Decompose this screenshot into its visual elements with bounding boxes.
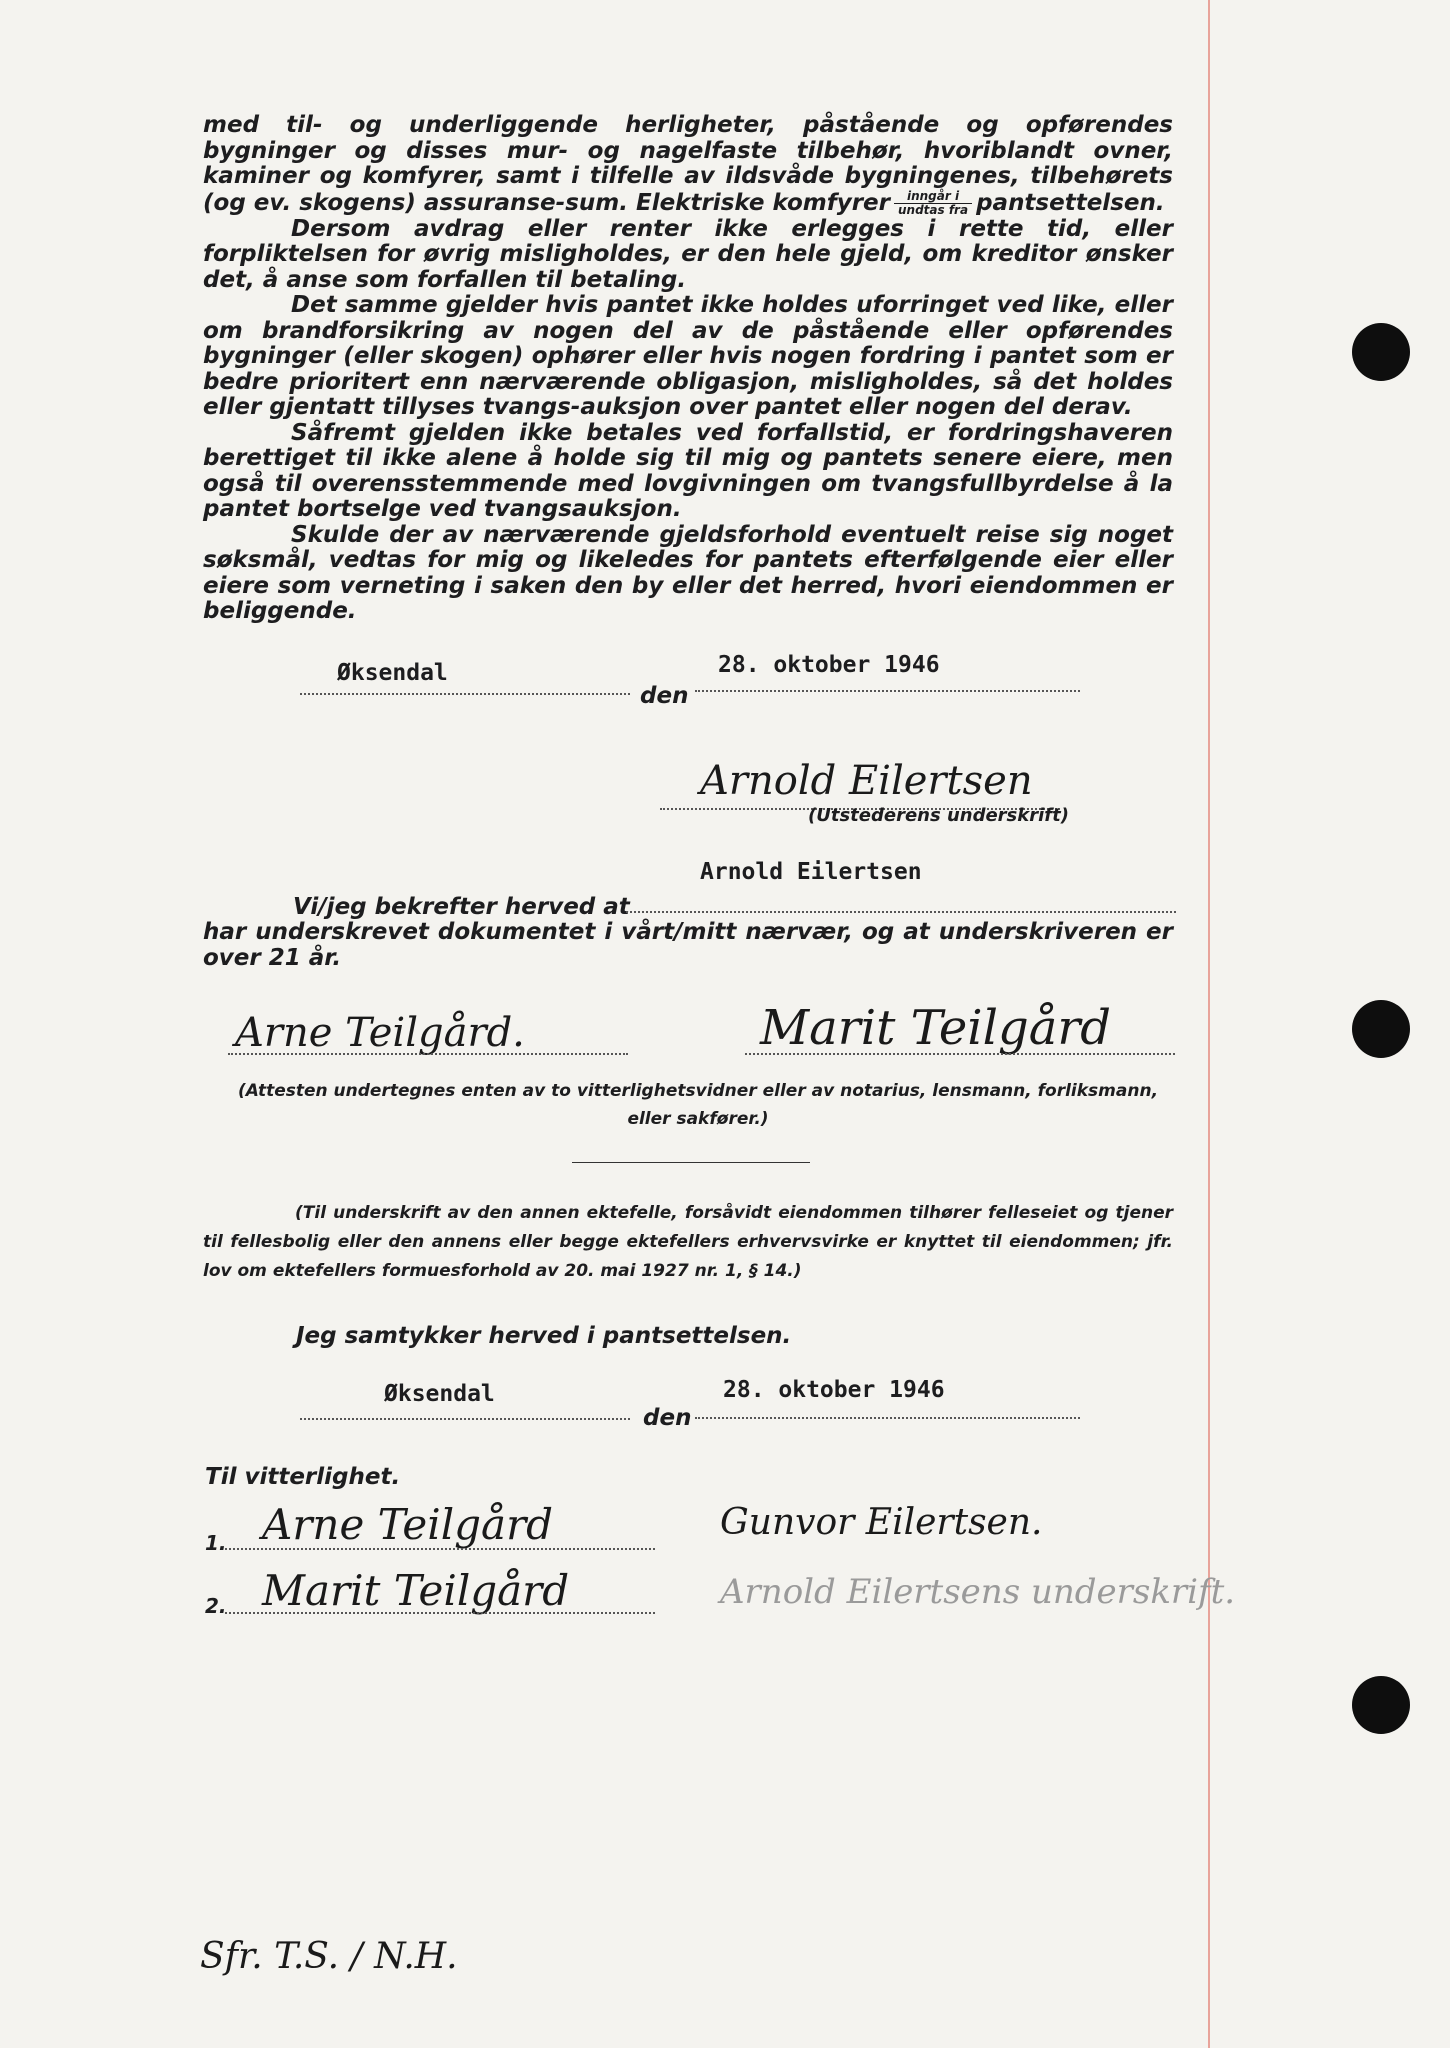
spouse-date-line [695,1417,1080,1419]
paragraph-5: Skulde der av nærværende gjeldsforhold eventuelt reise sig noget søksmål, vedtas for mig og likeledes for pantets efterfølgende eier eller eiere som verneting i saken den by eller det herred, hvori eiendommen er beliggende. [203,521,1173,624]
divider [572,1162,810,1163]
mortgage-terms [203,113,1173,625]
spouse-note: (Til underskrift av den annen ektefelle, forsåvidt eiendommen tilhører felleseiet og tjener til fellesbolig eller den annens eller begge ektefellers erhvervsvirke er knyttet til eiendommen; jfr. lov om ektefellers formuesforhold av 20. mai 1927 nr. 1, § 14.) [203,1203,1173,1281]
punch-hole [1352,1000,1410,1058]
attestation-note-line-1: (Attesten undertegnes enten av to vitterlighetsvidner eller av notarius, lensmann, forliksmann, [237,1081,1159,1101]
date-line [695,690,1080,692]
signature-caption: (Utstederens underskrift) [808,805,1069,826]
den-label: den [640,683,689,709]
fraction: $\frac{\text{inngår i}}{\text{undtas fra}}$ [894,190,972,217]
issuer-signature: Arnold Eilertsen [700,758,1033,804]
witness-signature-1: Arne Teilgård. [235,1010,525,1056]
witness-signature-2: Marit Teilgård [760,1000,1112,1056]
vitterlighet-line-1 [225,1548,655,1550]
footer-initials: Sfr. T.S. / N.H. [200,1936,458,1977]
spouse-place-line [300,1418,630,1420]
vitterlighet-signature-2: Marit Teilgård [262,1566,570,1615]
spouse-date: 28. oktober 1946 [723,1377,945,1403]
witness-intro: Vi/jeg bekrefter herved at [293,894,630,920]
attestation-note-line-2: eller sakfører.) [627,1109,769,1129]
typed-name: Arnold Eilertsen [700,859,922,885]
witness-line-2 [745,1053,1175,1055]
punch-hole [1352,1676,1410,1734]
vitterlighet-signature-1: Arne Teilgård [262,1500,554,1549]
place-line [300,693,630,695]
faint-handwriting: Arnold Eilertsens underskrift. [720,1572,1236,1612]
witness-body: har underskrevet dokumentet i vårt/mitt nærvær, og at underskriveren er over 21 år. [203,919,1173,971]
spouse-den-label: den [643,1405,692,1431]
margin-line [1208,0,1210,2048]
witness-line-1 [228,1053,628,1055]
issuer-date: 28. oktober 1946 [718,652,940,678]
consent-text: Jeg samtykker herved i pantsettelsen. [296,1323,792,1349]
paragraph-3: Det samme gjelder hvis pantet ikke holdes uforringet ved like, eller om brandforsikring av nogen del av de påstående eller opførendes bygninger (eller skogen) ophører eller hvis nogen fordring i pantet som er bedre prioritert enn nærværende obligasjon, misligholdes, så det holdes eller gjentatt tillyses tvangs-auksjon over pantet eller nogen del derav. [203,292,1173,420]
vitterlighet-label: Til vitterlighet. [205,1464,401,1490]
paragraph-2: Dersom avdrag eller renter ikke erlegges i rette tid, eller forpliktelsen for øvrig misligholdes, er den hele gjeld, om kreditor ønsker det, å anse som forfallen til betaling. [203,215,1173,293]
witness-number-1: 1. [205,1531,227,1555]
punch-hole [1352,323,1410,381]
paragraph-1: med til- og underliggende herligheter, påstående og opførendes bygninger og disses mur- og nagelfaste tilbehør, hvoriblandt ovner, kaminer og komfyrer, samt i tilfelle av ildsvåde bygningenes, tilbehørets (og ev. skogens) assuranse-sum. Elektriske komfyrer $\frac{\text{inngår i}}{\text{undtas fra}}$ pantsettelsen. [203,112,1173,217]
witness-number-2: 2. [205,1594,227,1618]
spouse-signature: Gunvor Eilertsen. [720,1502,1043,1543]
vitterlighet-line-2 [225,1612,655,1614]
paragraph-4: Såfremt gjelden ikke betales ved forfallstid, er fordringshaveren berettiget til ikke alene å holde sig til mig og pantets senere eiere, men også til overensstemmende med lovgivningen om tvangsfullbyrdelse å la pantet bortselge ved tvangsauksjon. [203,419,1173,522]
witness-name-line [626,911,1176,913]
issuer-place: Øksendal [337,660,448,686]
spouse-place: Øksendal [384,1381,495,1407]
